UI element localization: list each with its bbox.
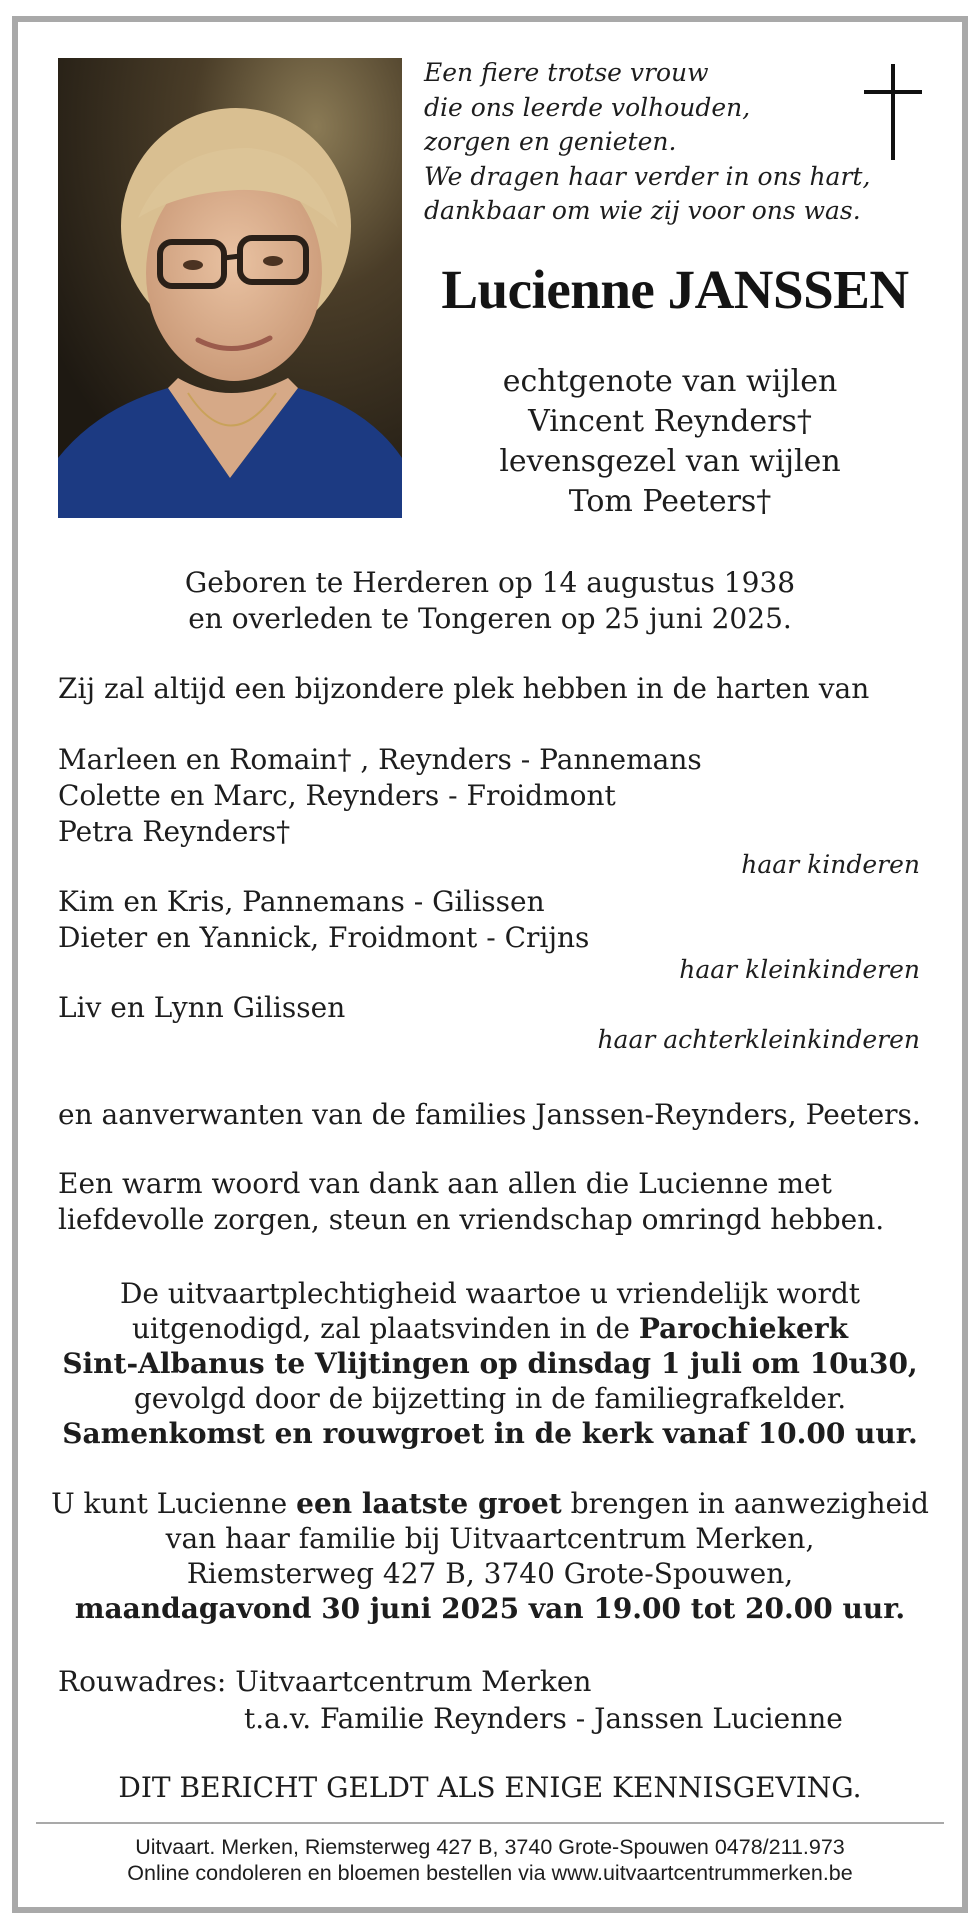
poem-line: zorgen en genieten. [424,127,677,156]
relation-line: levensgezel van wijlen [499,444,841,479]
relation-line: echtgenote van wijlen [502,364,838,399]
address-line: Rouwadres: Uitvaartcentrum Merken [58,1665,592,1698]
poem-line: die ons leerde volhouden, [424,92,751,122]
funeral-line [0,1416,980,1452]
farewell-text: U kunt Lucienne [51,1487,297,1520]
portrait-photo [58,58,402,518]
funeral-line: gevolgd door de bijzetting in de familiegrafkelder. [133,1382,847,1415]
thanks-line: Een warm woord van dank aan allen die Lucienne met [58,1167,832,1200]
grandchildren-label: haar kleinkinderen [679,955,920,984]
farewell-line [0,1591,980,1627]
poem-line: dankbaar om wie zij voor ons was. [424,196,861,225]
intro-text: Zij zal altijd een bijzondere plek hebben in de harten van [58,672,870,705]
great-grandchildren-label: haar achterkleinkinderen [597,1025,920,1054]
notice-line: DIT BERICHT GELDT ALS ENIGE KENNISGEVING. [118,1771,862,1804]
address-line: t.a.v. Familie Reynders - Janssen Lucienne [244,1702,843,1735]
cross-icon [864,64,922,160]
memorial-poem [424,56,874,229]
funeral-church: Parochiekerk [638,1312,848,1345]
funeral-line: De uitvaartplechtigheid waartoe u vriendelijk wordt [119,1277,861,1310]
death-line: en overleden te Tongeren op 25 juni 2025. [188,602,792,635]
child-entry: Colette en Marc, Reynders - Froidmont [58,779,616,812]
grandchild-entry: Dieter en Yannick, Froidmont - Crijns [58,921,590,954]
child-entry: Petra Reynders† [58,815,291,848]
great-grandchild-entry: Liv en Lynn Gilissen [58,991,346,1024]
relations-block [440,362,900,522]
birth-line: Geboren te Herderen op 14 augustus 1938 [184,566,796,599]
funeral-line [0,1311,980,1347]
poem-line: We dragen haar verder in ons hart, [424,161,871,191]
child-entry: Marleen en Romain† , Reynders - Pannemans [58,743,702,776]
footer-line: Online condoleren en bloemen bestellen via www.uitvaartcentrummerken.be [127,1861,853,1885]
children-label: haar kinderen [741,850,920,879]
footer-line: Uitvaart. Merken, Riemsterweg 427 B, 3740 Grote-Spouwen 0478/211.973 [135,1835,845,1859]
relatives-line: en aanverwanten van de families Janssen-Reynders, Peeters. [58,1098,921,1131]
gathering-time: Samenkomst en rouwgroet in de kerk vanaf 10.00 uur. [62,1417,918,1450]
funeral-location-date: Sint-Albanus te Vlijtingen op dinsdag 1 juli om 10u30, [62,1347,918,1380]
thanks-line: liefdevolle zorgen, steun en vriendschap omringd hebben. [58,1203,885,1236]
deceased-name: Lucienne JANSSEN [441,259,909,320]
grandchild-entry: Kim en Kris, Pannemans - Gilissen [58,885,545,918]
farewell-line: van haar familie bij Uitvaartcentrum Merken, [165,1522,815,1555]
farewell-time: maandagavond 30 juni 2025 van 19.00 tot 20.00 uur. [74,1592,906,1625]
relation-line: Vincent Reynders† [528,404,812,439]
farewell-line: Riemsterweg 427 B, 3740 Grote-Spouwen, [186,1557,794,1590]
farewell-emphasis: een laatste groet [296,1487,562,1520]
farewell-text: brengen in aanwezigheid [561,1487,929,1520]
footer-divider [36,1822,944,1824]
farewell-line [0,1486,980,1522]
funeral-line [0,1346,980,1382]
poem-line: Een fiere trotse vrouw [424,58,709,87]
relation-line: Tom Peeters† [568,484,772,519]
funeral-text: uitgenodigd, zal plaatsvinden in de [132,1312,639,1345]
